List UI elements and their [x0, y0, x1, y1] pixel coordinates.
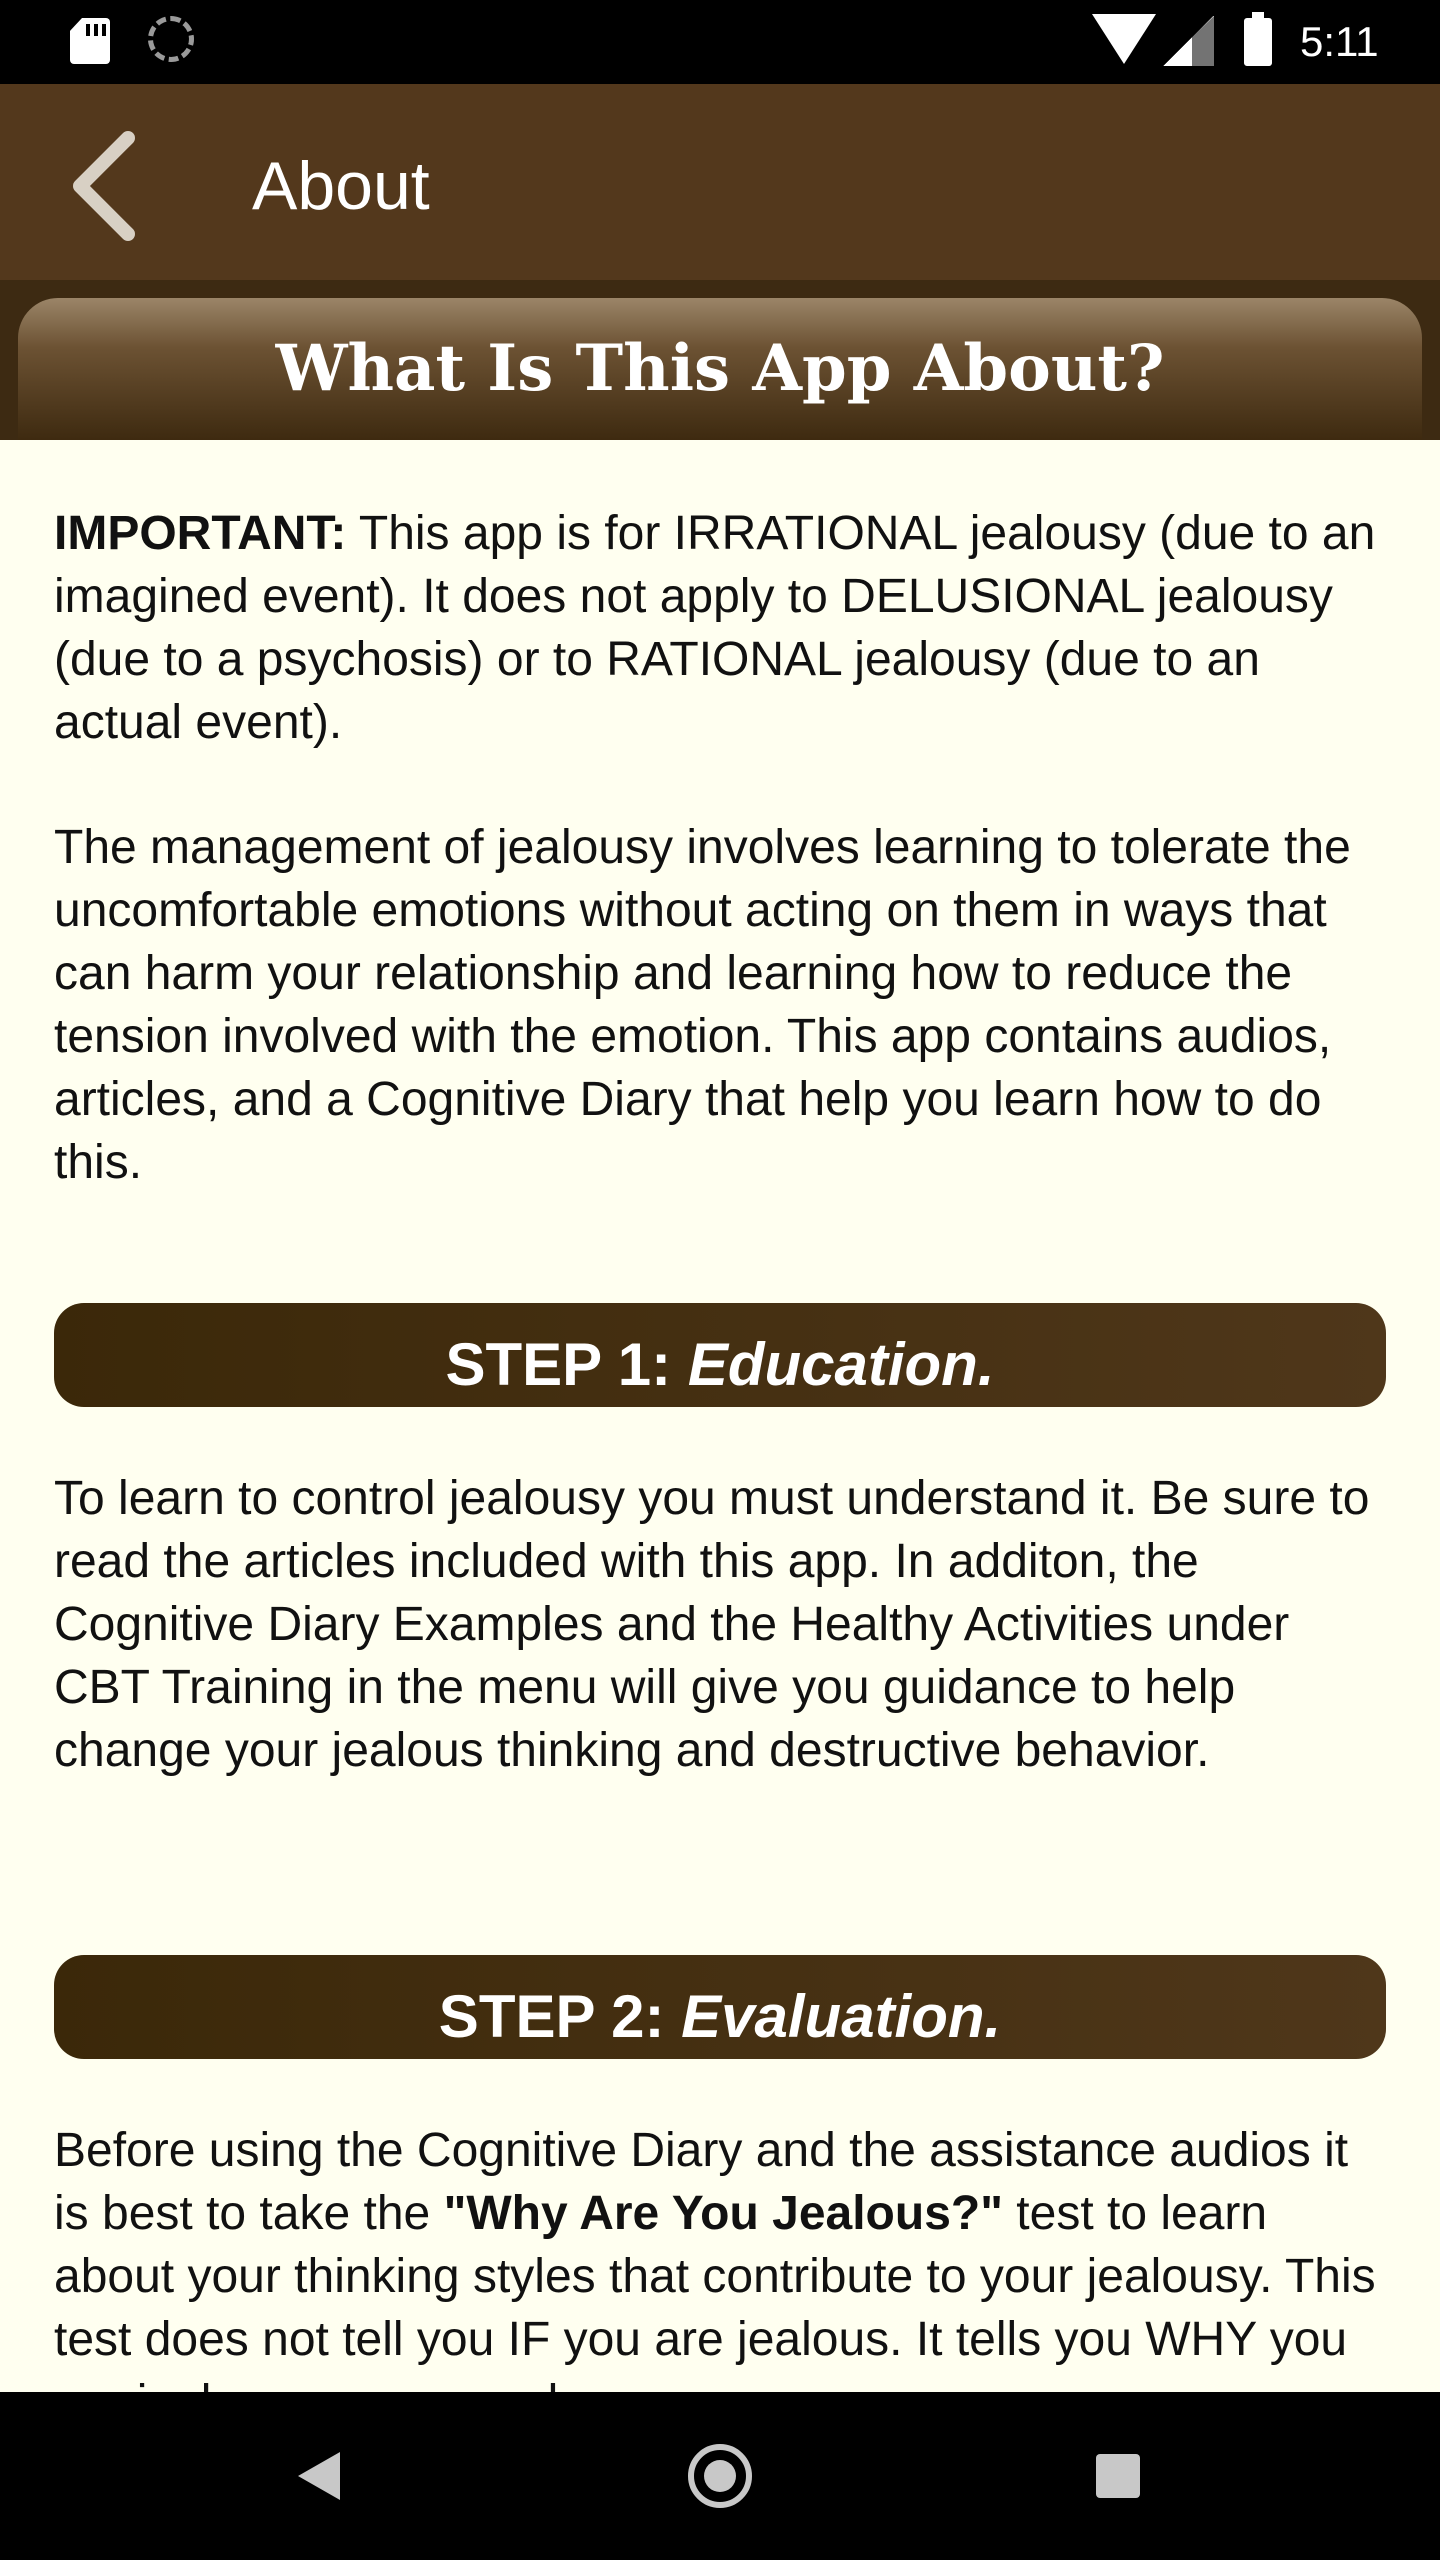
step2-header — [54, 1955, 1386, 2059]
battery-icon — [1244, 18, 1272, 66]
intro-text: This app is for IRRATIONAL jealousy (due to an imagined event). It does not apply to DELUSIONAL jealousy (due to a psychosis) or to RATIONAL jealousy (due to an actual event). — [54, 507, 1376, 749]
back-button[interactable] — [56, 124, 156, 244]
wifi-icon — [1092, 14, 1156, 64]
chevron-left-icon — [56, 124, 156, 244]
step1-label: STEP 1: — [445, 1331, 688, 1398]
section-header: What Is This App About? — [18, 298, 1422, 440]
content-scroll[interactable] — [0, 280, 1440, 2392]
step1-title: Education. — [687, 1331, 995, 1398]
nav-recents-icon[interactable] — [1096, 2454, 1140, 2498]
step1-header — [54, 1303, 1386, 1407]
step2-title: Evaluation. — [681, 1983, 1002, 2050]
sd-card-icon — [70, 18, 110, 64]
step2-text-after: test to learn about your thinking styles that contribute to your jealousy. This test does not tell you IF you are jealous. It tells you WHY you — [54, 2187, 1376, 2366]
sync-spinner-icon — [148, 16, 194, 62]
nav-home-icon[interactable] — [688, 2444, 752, 2508]
nav-back-icon[interactable] — [298, 2452, 340, 2500]
test-name[interactable]: "Why Are You Jealous?" — [443, 2187, 1003, 2240]
important-label: IMPORTANT: — [54, 507, 347, 560]
signal-icon — [1162, 16, 1214, 66]
step2-paragraph — [54, 2119, 1394, 2434]
intro-paragraph — [54, 502, 1394, 754]
page-title: About — [252, 148, 430, 224]
management-paragraph: The management of jealousy involves learning to tolerate the uncomfortable emotions without acting on them in ways that can harm your relationship and learning how to reduce the tension involved with the emotion. This app contains audios, articles, and a Cognitive Diary that help you learn how to do this. — [54, 821, 1351, 1189]
step1-paragraph: To learn to control jealousy you must understand it. Be sure to read the articles included with this app. In additon, the Cognitive Diary Examples and the Healthy Activities under CBT Training in the menu will give you guidance to help change your jealous thinking and destructive behavior. — [54, 1472, 1370, 1777]
status-time: 5:11 — [1300, 18, 1379, 65]
status-bar — [0, 0, 1440, 84]
step2-text-before: Before using the Cognitive Diary and the assistance audios it is best to take the — [54, 2124, 1349, 2240]
app-bar — [0, 84, 1440, 280]
step2-label: STEP 2: — [438, 1983, 682, 2050]
navigation-bar — [0, 2392, 1440, 2560]
